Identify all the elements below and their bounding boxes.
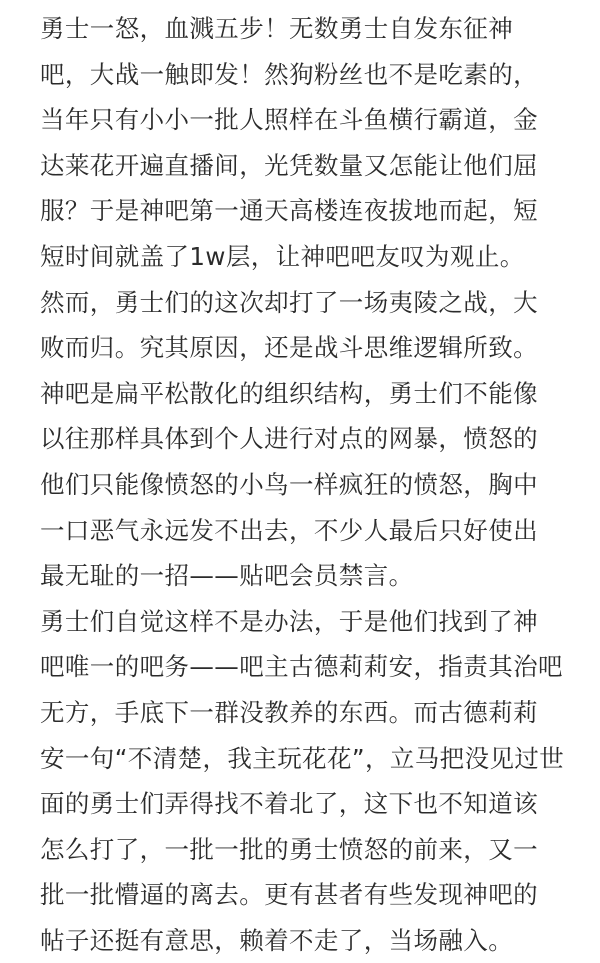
text-line: 面的勇士们弄得找不着北了，这下也不知道该 [40,789,538,819]
text-line: 勇士一怒，血溅五步！无数勇士自发东征神 [40,14,514,43]
text-line: 安一句“不清楚，我主玩花花”，立马把没见过世 [40,743,565,773]
text-line: 怎么打了，一批一批的勇士愤怒的前来，又一 [40,834,538,864]
text-line: 最无耻的一招——贴吧会员禁言。 [40,561,414,591]
text-line: 一口恶气永远发不出去，不少人最后只好使出 [40,515,538,545]
text-line: 败而归。究其原因，还是战斗思维逻辑所致。 [40,333,538,363]
text-line: 无方，手底下一群没教养的东西。而古德莉莉 [40,697,538,727]
text-line: 短时间就盖了1w层，让神吧吧友叹为观止。 [40,241,525,271]
article-text [40,6,580,963]
text-line: 帖子还挺有意思，赖着不走了，当场融入。 [40,925,514,955]
text-line: 神吧是扁平松散化的组织结构，勇士们不能像 [40,378,538,408]
text-line: 达莱花开遍直播间，光凭数量又怎能让他们屈 [40,150,538,180]
text-line: 勇士们自觉这样不是办法，于是他们找到了神 [40,606,538,636]
text-line: 服？于是神吧第一通天高楼连夜拔地而起，短 [40,196,538,226]
text-line: 以往那样具体到个人进行对点的网暴，愤怒的 [40,424,538,454]
text-line: 当年只有小小一批人照样在斗鱼横行霸道，金 [40,105,538,135]
text-line: 吧唯一的吧务——吧主古德莉莉安，指责其治吧 [40,652,563,682]
text-line: 然而，勇士们的这次却打了一场夷陵之战，大 [40,287,538,317]
text-line: 他们只能像愤怒的小鸟一样疯狂的愤怒，胸中 [40,469,538,499]
text-line: 批一批懵逼的离去。更有甚者有些发现神吧的 [40,880,538,910]
text-line: 吧，大战一触即发！然狗粉丝也不是吃素的， [40,59,538,89]
